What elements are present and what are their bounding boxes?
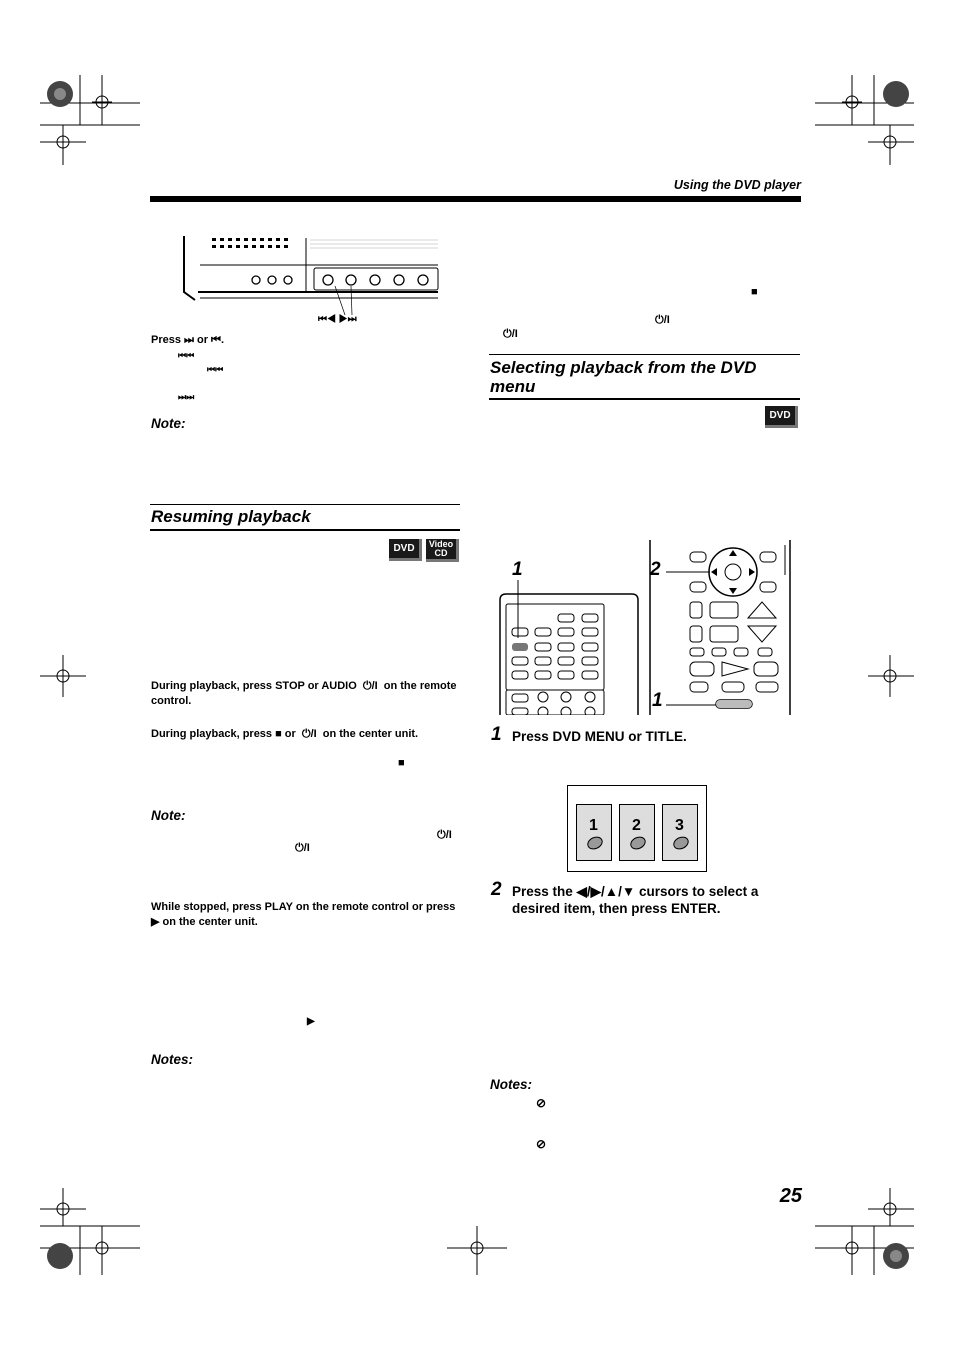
dvdmenu-heading-line2: menu: [490, 377, 536, 396]
callout-2: 2: [650, 559, 661, 580]
step2-number: 2: [491, 879, 502, 900]
video-cd-badge-line2: CD: [434, 548, 448, 558]
dvdmenu-heading: [490, 358, 756, 396]
callout-1-top: 1: [512, 559, 523, 580]
remote-control-illustration: [490, 540, 800, 715]
skip-callout-label: ⏮◀ ▶⏭: [318, 314, 357, 325]
menu-item-number: 3: [675, 817, 684, 834]
power-glyph: ⏻/I: [295, 842, 310, 854]
resume-rule-top: [150, 504, 460, 505]
skip-instruction: Press ⏭ or ⏮.: [151, 334, 224, 346]
running-head: Using the DVD player: [673, 178, 801, 192]
step2-text-line2: desired item, then press ENTER.: [512, 901, 721, 916]
skip-note-label: Note:: [151, 416, 186, 431]
menu-item-number: 1: [589, 817, 598, 834]
resume-play-text-1: While stopped, press PLAY on the remote control or press: [151, 901, 456, 913]
power-glyph: ⏻/I: [301, 728, 317, 740]
resume-remote-instruction: [151, 679, 461, 709]
menu-item: [619, 804, 655, 861]
header-rule: [150, 196, 801, 202]
skip-next-glyph: ⏭⏭: [178, 392, 195, 402]
resume-unit-instruction: [151, 727, 461, 742]
power-glyph: ⏻/I: [655, 314, 670, 326]
prohibit-icon: ⊘: [536, 1137, 547, 1151]
resume-notes-label: Notes:: [151, 1052, 194, 1067]
resume-remote-text-2: on the remote control.: [151, 680, 457, 707]
step1-number: 1: [491, 724, 502, 745]
resume-play-text-2: ▶ on the center unit.: [151, 916, 258, 928]
dvd-badge: DVD: [765, 406, 798, 428]
power-glyph: ⏻/I: [437, 829, 452, 841]
disc-icon: [671, 834, 691, 852]
power-glyph: ⏻/I: [503, 328, 518, 340]
dvdmenu-rule-bottom: [489, 398, 800, 400]
callout-1-bottom: 1: [652, 690, 663, 711]
resume-heading: Resuming playback: [151, 507, 311, 526]
dvdmenu-notes-label: Notes:: [490, 1077, 533, 1092]
dvd-badge: DVD: [389, 539, 422, 561]
dvdmenu-heading-line1: Selecting playback from the DVD: [490, 358, 757, 377]
stop-glyph: ■: [751, 286, 758, 298]
menu-item: [662, 804, 698, 861]
resume-unit-text-2: on the center unit.: [322, 728, 419, 740]
skip-prev-glyph-2: ⏮⏮: [207, 364, 224, 374]
menu-item-number: 2: [632, 817, 641, 834]
step1-text: Press DVD MENU or TITLE.: [512, 729, 687, 744]
video-cd-badge-line1: Video: [428, 539, 454, 549]
page-number: 25: [779, 1185, 802, 1207]
step2-text: [512, 883, 802, 917]
resume-play-instruction: [151, 900, 461, 930]
dvd-menu-sample: [567, 785, 707, 872]
power-glyph: ⏻/I: [362, 680, 378, 692]
skip-prev-glyph: ⏮⏮: [178, 350, 195, 360]
resume-rule-bottom: [150, 529, 460, 531]
prohibit-icon: ⊘: [536, 1096, 547, 1110]
resume-note-label: Note:: [151, 808, 186, 823]
video-cd-badge: [426, 539, 459, 562]
play-glyph: ▶: [307, 1016, 315, 1027]
disc-icon: [628, 834, 648, 852]
disc-icon: [585, 834, 605, 852]
menu-item: [576, 804, 612, 861]
stop-glyph: ■: [398, 757, 405, 769]
dvdmenu-rule-top: [489, 354, 800, 355]
resume-remote-text-1: During playback, press STOP or AUDIO: [151, 680, 357, 692]
step2-text-line1: Press the ◀/▶/▲/▼ cursors to select a: [512, 884, 759, 899]
resume-unit-text-1: During playback, press ■ or: [151, 728, 296, 740]
